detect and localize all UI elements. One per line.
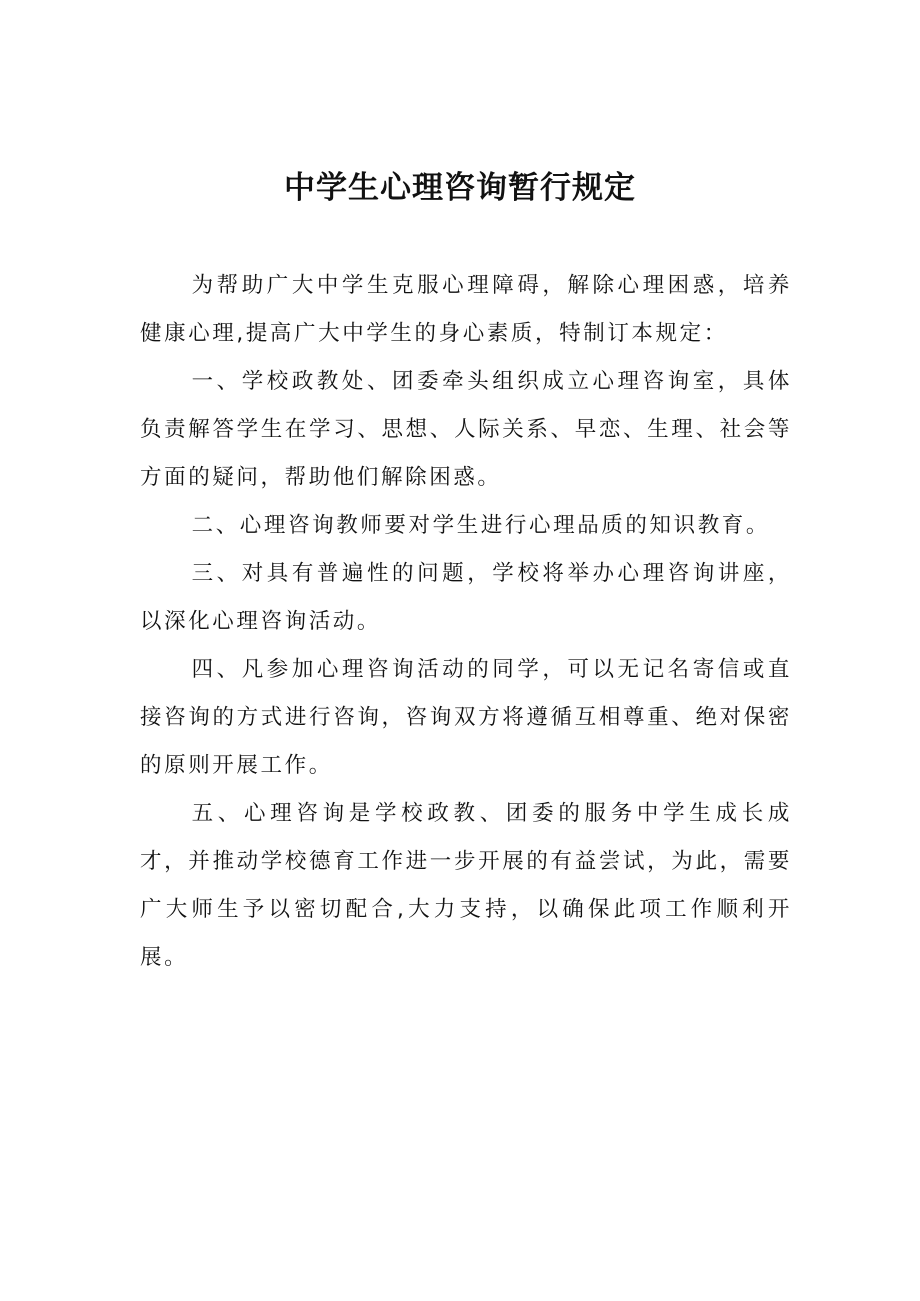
paragraph-rule-2: 二、心理咨询教师要对学生进行心理品质的知识教育。 [191, 513, 770, 538]
paragraph-rule-5: 五、心理咨询是学校政教、团委的服务中学生成长成才，并推动学校德育工作进一步开展的有益尝试，为此，需要广大师生予以密切配合,大力支持，以确保此项工作顺利开展。 [140, 801, 792, 970]
paragraph-rule-3: 三、对具有普遍性的问题，学校将举办心理咨询讲座，以深化心理咨询活动。 [140, 561, 792, 634]
paragraph-intro: 为帮助广大中学生克服心理障碍，解除心理困惑，培养健康心理,提高广大中学生的身心素质，特制订本规定： [140, 273, 792, 346]
document-title: 中学生心理咨询暂行规定 [284, 170, 636, 206]
document-body [140, 262, 792, 982]
paragraph-rule-1: 一、学校政教处、团委牵头组织成立心理咨询室，具体负责解答学生在学习、思想、人际关系、早恋、生理、社会等方面的疑问，帮助他们解除困惑。 [140, 369, 792, 490]
paragraph-rule-4: 四、凡参加心理咨询活动的同学，可以无记名寄信或直接咨询的方式进行咨询，咨询双方将遵循互相尊重、绝对保密的原则开展工作。 [140, 657, 792, 778]
